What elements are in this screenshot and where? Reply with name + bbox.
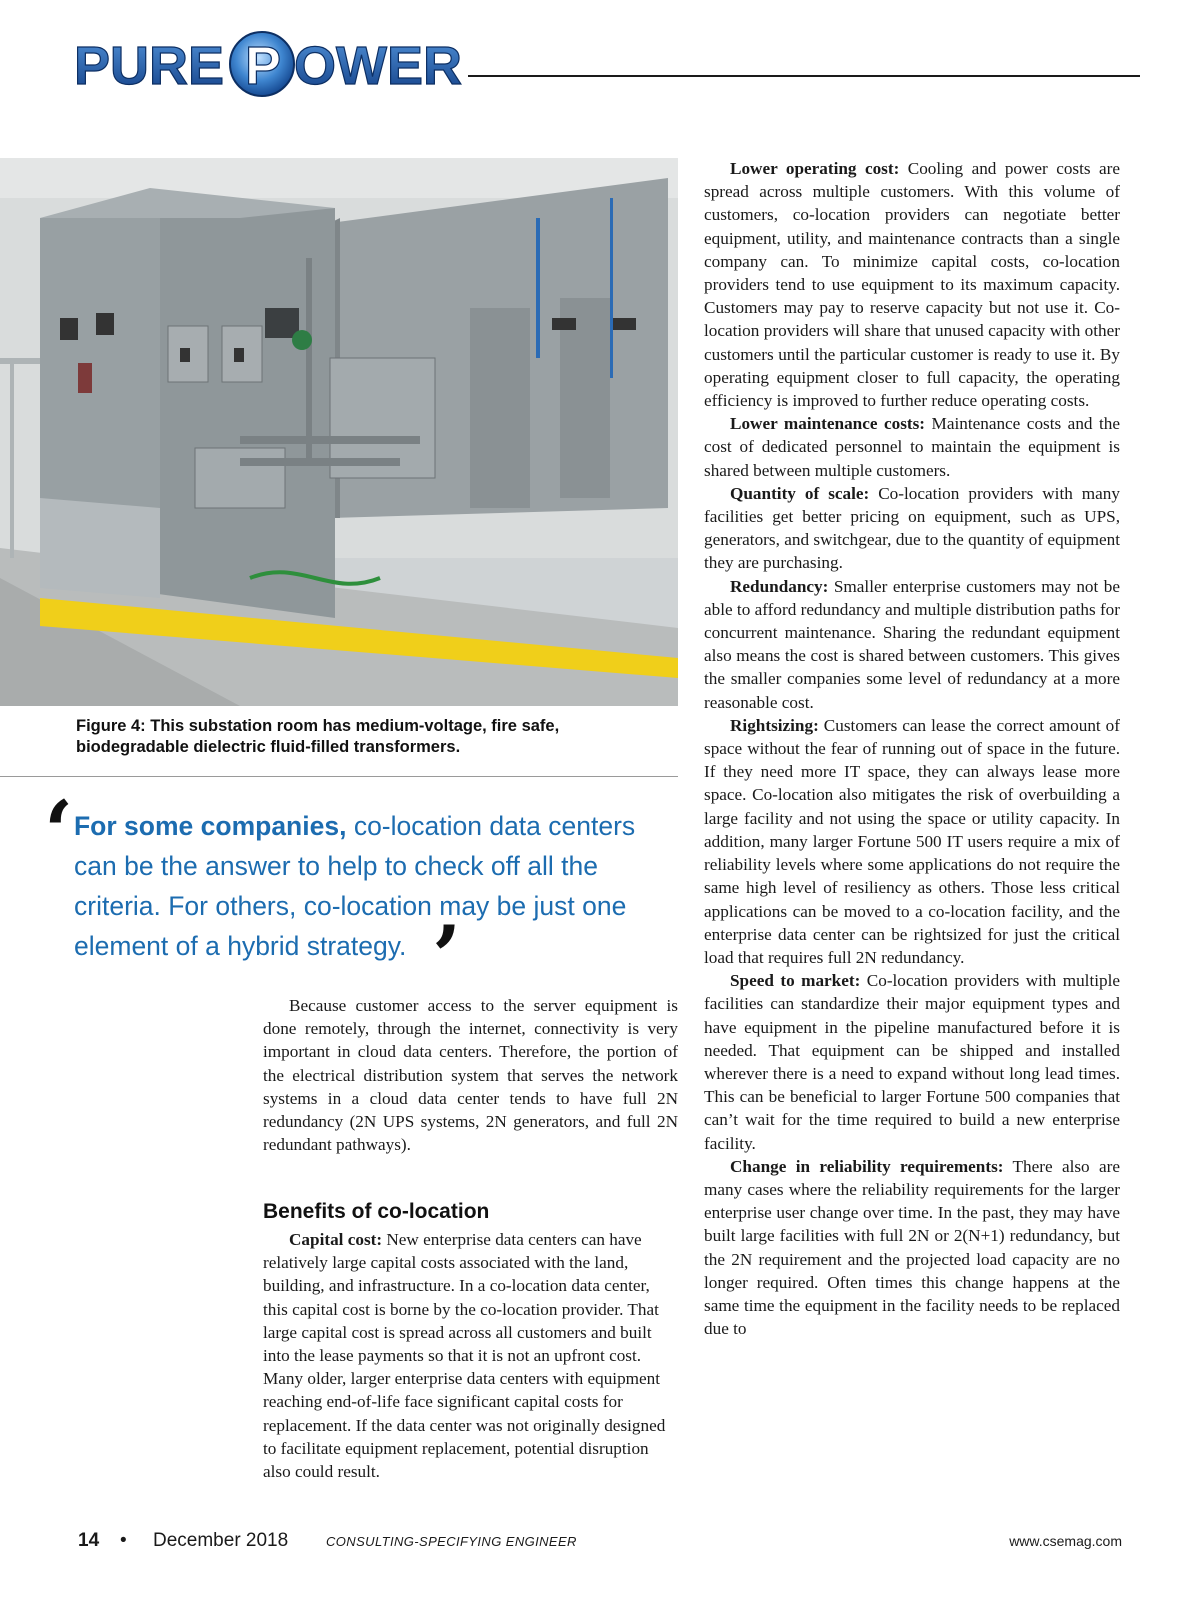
benefit-paragraph <box>704 157 1120 412</box>
benefit-term: Quantity of scale: <box>730 483 870 503</box>
section-heading: Benefits of co-location <box>263 1200 490 1223</box>
page-footer <box>0 1530 1200 1560</box>
substation-photo <box>0 158 678 706</box>
logo-text-left: PURE <box>74 36 225 96</box>
benefit-text: Customers can lease the correct amount of space without the fear of running out of space in the future. If they need more IT space, they can always lease more space. Co-location also mitigates the risk of overbuilding a large facility and not using the space or utility capacity. In addition, many larger Fortune 500 IT users require a mix of reliability levels where some applications do not require the same high level of resiliency as others. Those less critical applications can be moved to a co-location facility, and the enterprise data center can be rightsized for just the critical load that requires full 2N redundancy. <box>704 715 1120 967</box>
benefit-paragraph <box>704 575 1120 714</box>
benefit-paragraph <box>704 1155 1120 1341</box>
caption-rule <box>0 776 678 777</box>
capital-cost-paragraph <box>263 1228 678 1483</box>
page-number: 14 <box>78 1530 100 1551</box>
benefit-text: Co-location providers with multiple facilities can standardize their major equipment types and have equipment in the pipeline manufactured before it is needed. That equipment can be shipped and installed wherever there is a need to expand without long lead times. This can be beneficial to larger Fortune 500 companies that can’t wait for the time required to build a new enterprise facility. <box>704 971 1120 1153</box>
open-quote-icon: ‘ <box>44 782 74 881</box>
issue-date: December 2018 <box>153 1530 289 1551</box>
website-url: www.csemag.com <box>1009 1533 1122 1549</box>
benefit-text: Co-location providers with many facilities get better pricing on equipment, such as UPS, generators, and switchgear, due to the quantity of equipment they are purchasing. <box>704 483 1120 573</box>
pull-quote-text: co-location data centers can be the answer to help to check off all the criteria. For others, co-location may be just one element of a hybrid strategy. <box>74 811 636 961</box>
benefit-text: Maintenance costs and the cost of dedicated personnel to maintain the equipment is shared between multiple customers. <box>704 414 1121 480</box>
benefit-term: Redundancy: <box>730 576 829 596</box>
masthead-logo <box>72 28 472 100</box>
benefit-term: Lower maintenance costs: <box>730 414 926 434</box>
benefit-term: Change in reliability requirements: <box>730 1156 1004 1176</box>
magazine-name: CONSULTING-SPECIFYING ENGINEER <box>326 1534 577 1549</box>
footer-bullet: • <box>120 1530 127 1551</box>
intro-paragraph-block <box>263 994 678 1156</box>
capital-cost-block <box>263 1228 678 1483</box>
logo-letter: P <box>245 36 282 96</box>
capital-cost-text: New enterprise data centers can have relatively large capital costs associated with the land, building, and infrastructure. In a co-location data center, this capital cost is borne by the co-location provider. That large capital cost is spread across all customers and built into the lease payments so that it is not an upfront cost. Many older, larger enterprise data centers with equipment reaching end-of-life face significant capital costs for replacement. If the data center was not originally designed to facilitate equipment replacement, potential disruption also could result. <box>263 1230 666 1482</box>
benefit-paragraph <box>704 482 1120 575</box>
benefit-paragraph <box>704 969 1120 1155</box>
pull-quote <box>74 806 684 966</box>
benefit-text: There also are many cases where the reliability requirements for the larger enterprise user change over time. In the past, they may have built large facilities with full 2N or 2(N+1) redundancy, but the 2N requirement and the projected load capacity are no longer required. Often times this change happens at the same time the equipment in the facility needs to be replaced due to <box>704 1156 1120 1339</box>
benefit-paragraph <box>704 714 1120 969</box>
benefit-text: Cooling and power costs are spread across multiple customers. With this volume of customers, co-location providers can negotiate better equipment, utility, and maintenance contracts than a single company can. To minimize capital costs, co-location providers tend to use equipment to its maximum capacity. Customers may pay to reserve capacity but not use it. Co-location providers will share that unused capacity with other customers until the particular customer is ready to use it. By operating equipment closer to full capacity, the operating efficiency is improved to further reduce operating costs. <box>704 159 1121 411</box>
benefit-term: Rightsizing: <box>730 715 819 735</box>
benefit-term: Speed to market: <box>730 971 861 991</box>
benefit-text: Smaller enterprise customers may not be able to afford redundancy and multiple distribution paths for concurrent maintenance. Sharing the redundant equipment also means the cost is shared between customers. This gives the smaller companies some level of redundancy at a more reasonable cost. <box>704 576 1120 712</box>
logo-text-right: OWER <box>294 36 462 96</box>
benefit-term: Lower operating cost: <box>730 159 900 178</box>
capital-cost-term: Capital cost: <box>289 1230 383 1249</box>
header-rule <box>468 75 1140 77</box>
pull-quote-lead: For some companies, <box>74 811 347 841</box>
figure-caption: Figure 4: This substation room has medium-voltage, fire safe, biodegradable dielectric fluid-filled transformers. <box>76 717 560 756</box>
benefit-paragraph <box>704 412 1120 482</box>
close-quote-icon: ’ <box>432 907 462 1006</box>
right-column <box>704 157 1120 1340</box>
intro-paragraph: Because customer access to the server equipment is done remotely, through the internet, connectivity is very important in cloud data centers. Therefore, the portion of the electrical distribution system that serves the network systems in a cloud data center tends to have full 2N redundancy (2N UPS systems, 2N generators, and full 2N redundant pathways). <box>263 996 678 1155</box>
